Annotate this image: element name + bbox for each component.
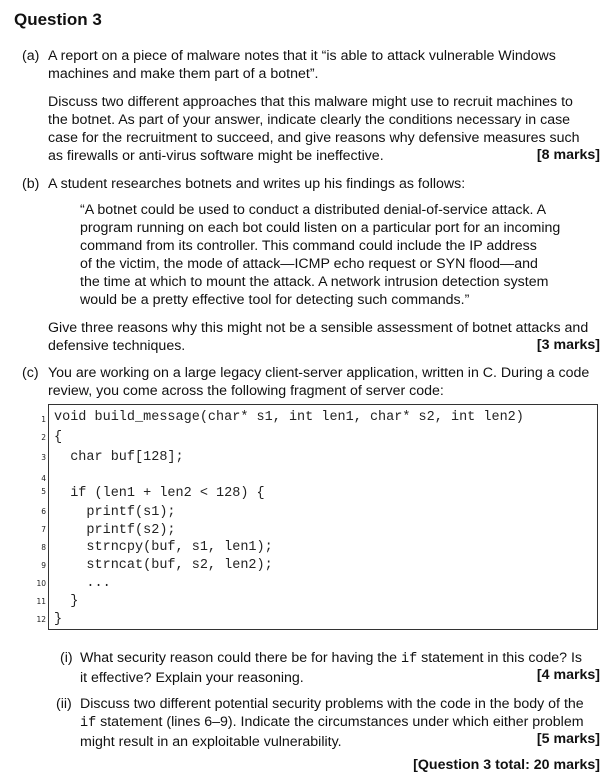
code-line-number: 12 xyxy=(36,615,46,624)
code-line-number: 2 xyxy=(41,433,46,442)
text-line: program running on each bot could listen on a particular port for an incoming xyxy=(80,220,561,236)
code-line: { xyxy=(54,430,63,445)
code-line-number: 10 xyxy=(36,579,46,588)
code-line: char buf[128]; xyxy=(54,450,184,465)
inline-code: if xyxy=(400,652,418,667)
part-c-ii-text xyxy=(80,695,584,751)
code-line: } xyxy=(54,612,63,627)
part-c-intro xyxy=(48,364,589,400)
text-line xyxy=(80,649,582,669)
code-line: void build_message(char* s1, int len1, char* s2, int len2) xyxy=(54,410,524,425)
text-line: the botnet. As part of your answer, indicate clearly the conditions necessary in case xyxy=(48,112,571,128)
text-line xyxy=(80,713,584,733)
text-line: Discuss two different potential security problems with the code in the body of the xyxy=(80,696,584,712)
code-line: strncat(buf, s2, len2); xyxy=(54,558,273,573)
code-line: printf(s1); xyxy=(54,505,176,520)
part-c-i-marks: [4 marks] xyxy=(536,667,600,683)
code-line: printf(s2); xyxy=(54,523,176,538)
part-b-body xyxy=(48,319,588,355)
inline-code: if xyxy=(80,716,97,731)
text-line: of the victim, the mode of attack—ICMP echo request or SYN flood—and xyxy=(80,256,538,272)
text-line: Discuss two different approaches that this malware might use to recruit machines to xyxy=(48,94,573,110)
code-line-number: 5 xyxy=(41,487,46,496)
code-line-number: 4 xyxy=(41,474,46,483)
text-span: What security reason could there be for having the xyxy=(80,650,401,666)
part-a-body xyxy=(48,93,580,165)
code-line-number: 7 xyxy=(41,525,46,534)
part-c-i-text xyxy=(80,649,582,687)
text-line: it effective? Explain your reasoning. xyxy=(80,670,304,686)
code-line-number: 8 xyxy=(41,543,46,552)
text-line: as firewalls or anti-virus software might be ineffective. xyxy=(48,148,384,164)
part-a-intro xyxy=(48,47,556,83)
text-line: A report on a piece of malware notes that it “is able to attack vulnerable Windows xyxy=(48,48,556,64)
code-line-number: 1 xyxy=(41,415,46,424)
student-quote xyxy=(80,201,560,309)
text-line: review, you come across the following fragment of server code: xyxy=(48,383,444,399)
text-line: Give three reasons why this might not be a sensible assessment of botnet attacks and xyxy=(48,320,589,336)
text-line: would be a pretty effective tool for detecting such commands.” xyxy=(80,292,470,308)
part-b-intro: A student researches botnets and writes up his findings as follows: xyxy=(48,176,466,192)
part-c-ii-marks: [5 marks] xyxy=(536,731,600,747)
text-line: case for the recruitment to succeed, and give reasons why defensive measures such xyxy=(48,130,580,146)
text-span: statement in this code? Is xyxy=(417,650,583,666)
text-line: defensive techniques. xyxy=(48,338,186,354)
part-c-i-label: (i) xyxy=(60,650,73,666)
text-line: might result in an exploitable vulnerability. xyxy=(80,734,342,750)
code-line: ... xyxy=(54,576,111,591)
part-c-label: (c) xyxy=(22,365,39,381)
text-line: You are working on a large legacy client-server application, written in C. During a code xyxy=(48,365,590,381)
text-span: statement (lines 6–9). Indicate the circumstances under which either problem xyxy=(96,714,584,730)
part-c-ii-label: (ii) xyxy=(56,696,72,712)
part-a-marks: [8 marks] xyxy=(536,147,600,163)
question-title: Question 3 xyxy=(14,10,102,29)
code-line-number: 6 xyxy=(41,507,46,516)
text-line: machines and make them part of a botnet”. xyxy=(48,66,319,82)
code-line: strncpy(buf, s1, len1); xyxy=(54,540,273,555)
code-line-number: 3 xyxy=(41,453,46,462)
text-line: command from its controller. This command could include the IP address xyxy=(80,238,537,254)
text-line: the time at which to mount the attack. A network intrusion detection system xyxy=(80,274,549,290)
code-line-number: 9 xyxy=(41,561,46,570)
part-a-label: (a) xyxy=(22,48,40,64)
text-line: “A botnet could be used to conduct a distributed denial-of-service attack. A xyxy=(80,202,547,218)
code-line: } xyxy=(54,594,79,609)
code-line-number: 11 xyxy=(36,597,46,606)
code-line: if (len1 + len2 < 128) { xyxy=(54,486,265,501)
question-total: [Question 3 total: 20 marks] xyxy=(413,757,600,773)
part-b-marks: [3 marks] xyxy=(536,337,600,353)
part-b-label: (b) xyxy=(22,176,40,192)
